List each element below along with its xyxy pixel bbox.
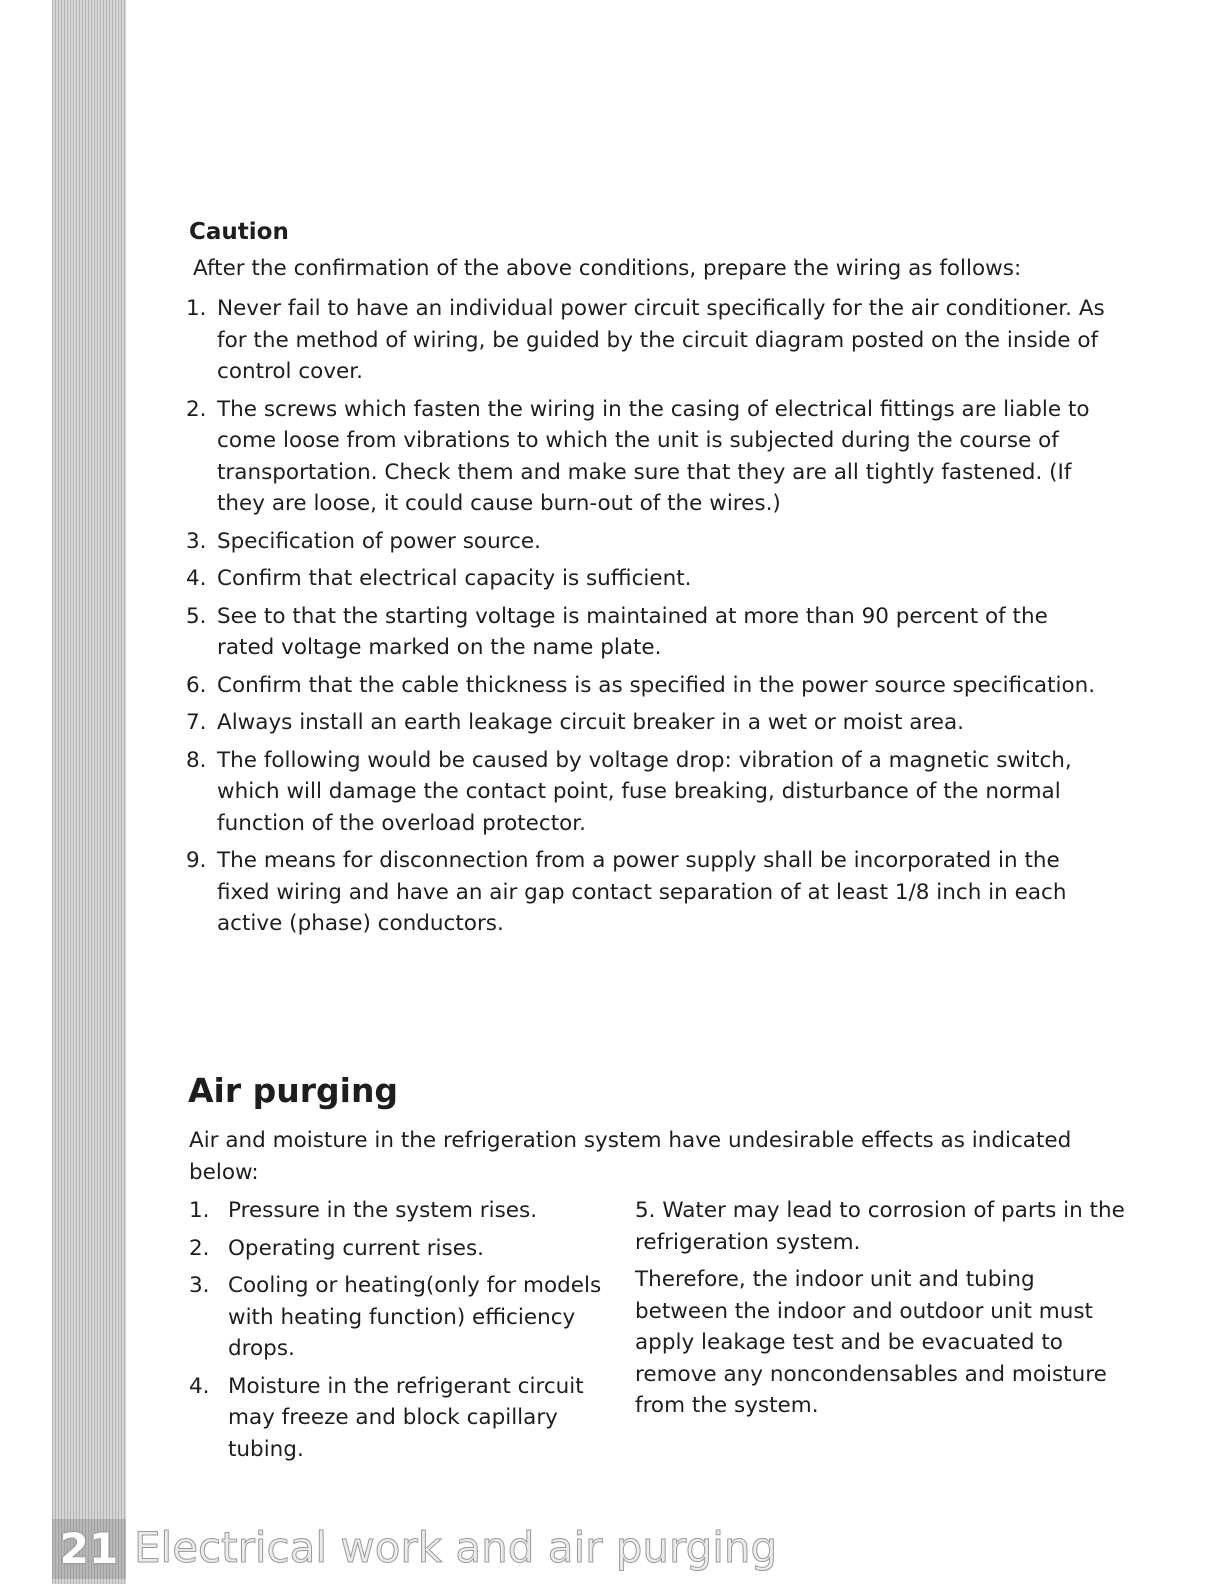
- item-number: 3.: [189, 1273, 210, 1298]
- list-item: [189, 1233, 609, 1265]
- caution-heading: Caution: [189, 219, 289, 245]
- item-number: 5.: [186, 603, 207, 629]
- list-item: [186, 526, 1106, 558]
- item-number: 2.: [186, 396, 207, 422]
- item-number: 2.: [189, 1235, 210, 1261]
- air-purging-intro: Air and moisture in the refrigeration system have undesirable effects as indicated below:: [189, 1128, 1072, 1185]
- item-text: The screws which fasten the wiring in the casing of electrical fittings are liable to come loose from vibrations to which the unit is subjected during the course of transportation. Check them and make sure that they are all tightly fastened. (If they are loose, it could cause burn-out of the wires.): [217, 396, 1090, 516]
- caution-list: [186, 293, 1106, 946]
- list-item: [186, 563, 1106, 595]
- item-text: Specification of power source.: [217, 528, 541, 554]
- item-text: The means for disconnection from a power supply shall be incorporated in the fixed wiring and have an air gap contact separation of at least 1/8 inch in each active (phase) conductors.: [217, 848, 1067, 936]
- air-purging-item-5: 5. Water may lead to corrosion of parts in the refrigeration system.: [635, 1198, 1125, 1255]
- air-purging-list: [189, 1195, 609, 1471]
- item-number: 4.: [186, 566, 207, 591]
- footer-section-title: Electrical work and air purging: [134, 1523, 778, 1572]
- air-purging-heading: Air purging: [188, 1071, 399, 1110]
- item-text: Pressure in the system rises.: [228, 1198, 538, 1223]
- page-number: 21: [52, 1519, 126, 1579]
- list-item: [186, 394, 1106, 520]
- caution-intro: After the confirmation of the above conditions, prepare the wiring as follows:: [193, 256, 1022, 281]
- side-stripe-decoration: [52, 0, 126, 1584]
- item-number: 8.: [186, 747, 207, 773]
- list-item: [189, 1270, 609, 1365]
- item-text: The following would be caused by voltage drop: vibration of a magnetic switch, which will damage the contact point, fuse breaking, disturbance of the normal function of the overload protector.: [217, 747, 1072, 836]
- item-text: Cooling or heating(only for models with heating function) efficiency drops.: [228, 1273, 602, 1361]
- item-text: Operating current rises.: [228, 1235, 484, 1261]
- item-number: 4.: [189, 1373, 210, 1399]
- item-text: Moisture in the refrigerant circuit may freeze and block capillary tubing.: [228, 1373, 584, 1462]
- list-item: [186, 745, 1106, 840]
- item-text: Always install an earth leakage circuit breaker in a wet or moist area.: [217, 710, 964, 735]
- item-number: 1.: [189, 1198, 210, 1223]
- air-purging-right-column: [635, 1195, 1125, 1428]
- item-number: 1.: [186, 296, 207, 321]
- list-item: [186, 707, 1106, 739]
- list-item: [186, 845, 1106, 940]
- item-number: 7.: [186, 710, 207, 735]
- item-number: 3.: [186, 528, 207, 554]
- list-item: [186, 293, 1106, 388]
- list-item: [189, 1371, 609, 1466]
- item-number: 6.: [186, 672, 207, 698]
- item-text: Never fail to have an individual power circuit specifically for the air conditioner. As for the method of wiring, be guided by the circuit diagram posted on the inside of control cover.: [217, 296, 1105, 384]
- item-text: See to that the starting voltage is maintained at more than 90 percent of the rated voltage marked on the name plate.: [217, 603, 1048, 660]
- air-purging-conclusion: Therefore, the indoor unit and tubing between the indoor and outdoor unit must apply leakage test and be evacuated to remove any noncondensables and moisture from the system.: [635, 1267, 1107, 1418]
- list-item: [186, 601, 1106, 664]
- list-item: [186, 670, 1106, 702]
- item-text: Confirm that electrical capacity is sufficient.: [217, 566, 692, 591]
- item-text: Confirm that the cable thickness is as specified in the power source specification.: [217, 672, 1096, 698]
- item-number: 9.: [186, 848, 207, 873]
- list-item: [189, 1195, 609, 1227]
